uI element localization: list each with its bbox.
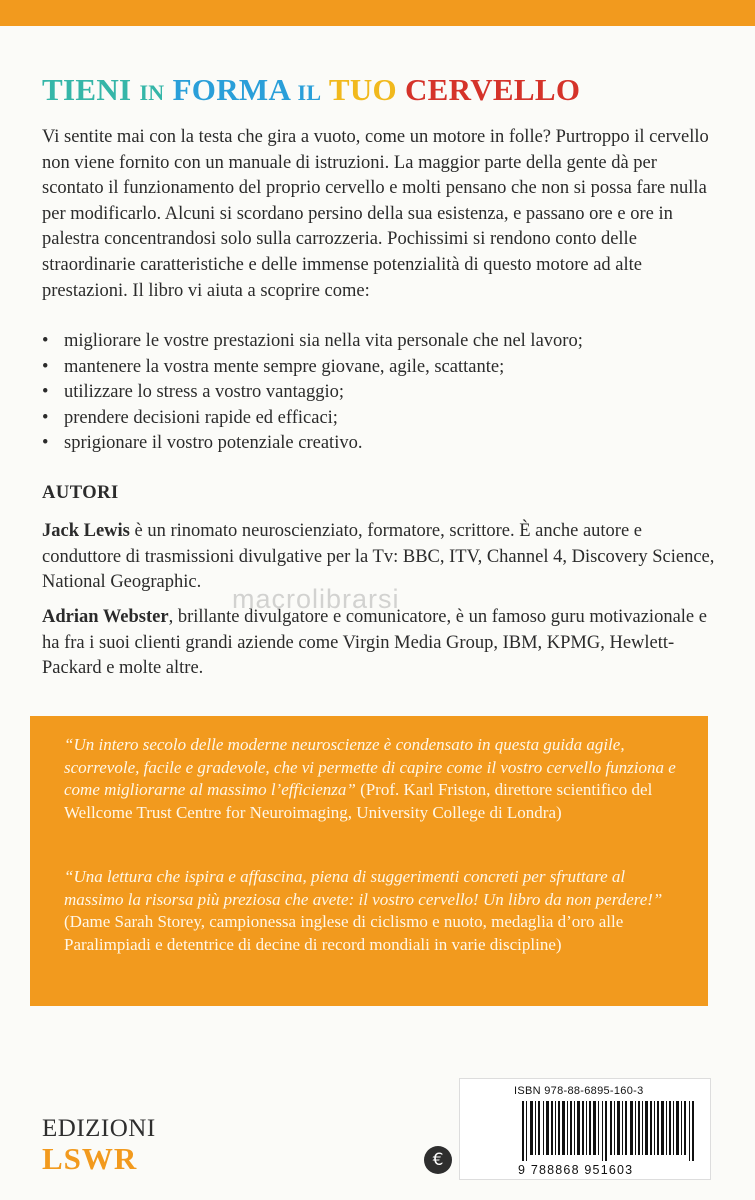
publisher-line2: LSWR xyxy=(42,1141,138,1176)
bullet-icon: • xyxy=(42,356,49,377)
barcode-area xyxy=(459,1078,711,1180)
author-name: Adrian Webster xyxy=(42,607,169,627)
list-item-text: prendere decisioni rapide ed efficaci; xyxy=(64,407,338,428)
endorsements-box xyxy=(30,716,708,1006)
author-bio-text: , brillante divulgatore e comunicatore, è un famoso guru motivazionale e ha fra i suoi clienti grandi aziende come Virgin Media Group, IBM, KPMG, Hewlett-Packard e molte altre. xyxy=(42,607,707,679)
title-word-tuo: TUO xyxy=(328,72,397,107)
quote-source: (Prof. Karl Friston, direttore scientifico del Wellcome Trust Centre for Neuroimaging, University College di Londra) xyxy=(64,780,653,822)
barcode-icon xyxy=(522,1101,697,1161)
list-item xyxy=(42,431,722,457)
list-item xyxy=(42,329,722,355)
list-item-text: utilizzare lo stress a vostro vantaggio; xyxy=(64,382,344,402)
watermark: macrolibrarsi xyxy=(232,584,400,614)
intro-paragraph: Vi sentite mai con la testa che gira a vuoto, come un motore in folle? Purtroppo il cervello non viene fornito con un manuale di istruzioni. La maggior parte della gente dà per scontato il funzionamento del proprio cervello e molti pensano che non si possa fare nulla per modificarlo. Alcuni si scordano persino della sua esistenza, e passano ore e ore in palestra concentrandosi solo sulla carrozzeria. Pochissimi si rendono conto delle straordinarie caratteristiche e delle immense potenzialità di questo motore ad alte prestazioni. Il libro vi aiuta a scoprire come: xyxy=(42,127,709,301)
title-word-tieni: TIENI xyxy=(42,72,132,107)
publisher-logo xyxy=(42,1116,156,1176)
bullet-icon: • xyxy=(42,407,49,428)
authors-heading: AUTORI xyxy=(42,483,119,503)
quote-source: (Dame Sarah Storey, campionessa inglese di ciclismo e nuoto, medaglia d’oro alle Paralimpiadi e detentrice di decine di record mondiali in varie discipline) xyxy=(64,912,624,954)
book-title xyxy=(42,72,580,108)
list-item xyxy=(42,380,722,406)
publisher-line1: EDIZIONI xyxy=(42,1115,156,1142)
title-word-cervello: CERVELLO xyxy=(404,72,581,107)
author-bio-webster xyxy=(42,605,722,682)
isbn-label: ISBN 978-88-6895-160-3 xyxy=(514,1085,644,1097)
list-item-text: migliorare le vostre prestazioni sia nella vita personale che nel lavoro; xyxy=(64,331,583,351)
list-item xyxy=(42,355,722,381)
bullet-icon: • xyxy=(42,331,49,351)
list-item-text: sprigionare il vostro potenziale creativo. xyxy=(64,433,363,453)
benefits-list xyxy=(42,329,722,457)
endorsement-quote xyxy=(64,866,679,956)
quote-text: “Un intero secolo delle moderne neuroscienze è condensato in questa guida agile, scorrevole, facile e gradevole, che vi permette di capire come il vostro cervello funziona e come migliorarne al massimo l’efficienza” xyxy=(64,735,676,800)
top-orange-band xyxy=(0,0,755,26)
author-name: Jack Lewis xyxy=(42,521,130,541)
barcode-digits: 9 788868 951603 xyxy=(518,1163,634,1177)
endorsement-quote xyxy=(64,734,679,824)
bullet-icon: • xyxy=(42,382,49,402)
list-item-text: mantenere la vostra mente sempre giovane, agile, scattante; xyxy=(64,356,505,377)
euro-icon: € xyxy=(424,1146,452,1174)
quote-text: “Una lettura che ispira e affascina, piena di suggerimenti concreti per sfruttare al massimo la risorsa più preziosa che avete: il vostro cervello! Un libro da non perdere!” xyxy=(64,867,663,909)
title-word-il: IL xyxy=(297,80,322,105)
list-item xyxy=(42,406,722,432)
title-word-in: IN xyxy=(139,80,165,105)
bullet-icon: • xyxy=(42,433,49,453)
title-word-forma: FORMA xyxy=(172,72,290,107)
author-bio-text: è un rinomato neuroscienziato, formatore, scrittore. È anche autore e conduttore di trasmissioni divulgative per la Tv: BBC, ITV, Channel 4, Discovery Science, National Geographic. xyxy=(42,521,715,593)
